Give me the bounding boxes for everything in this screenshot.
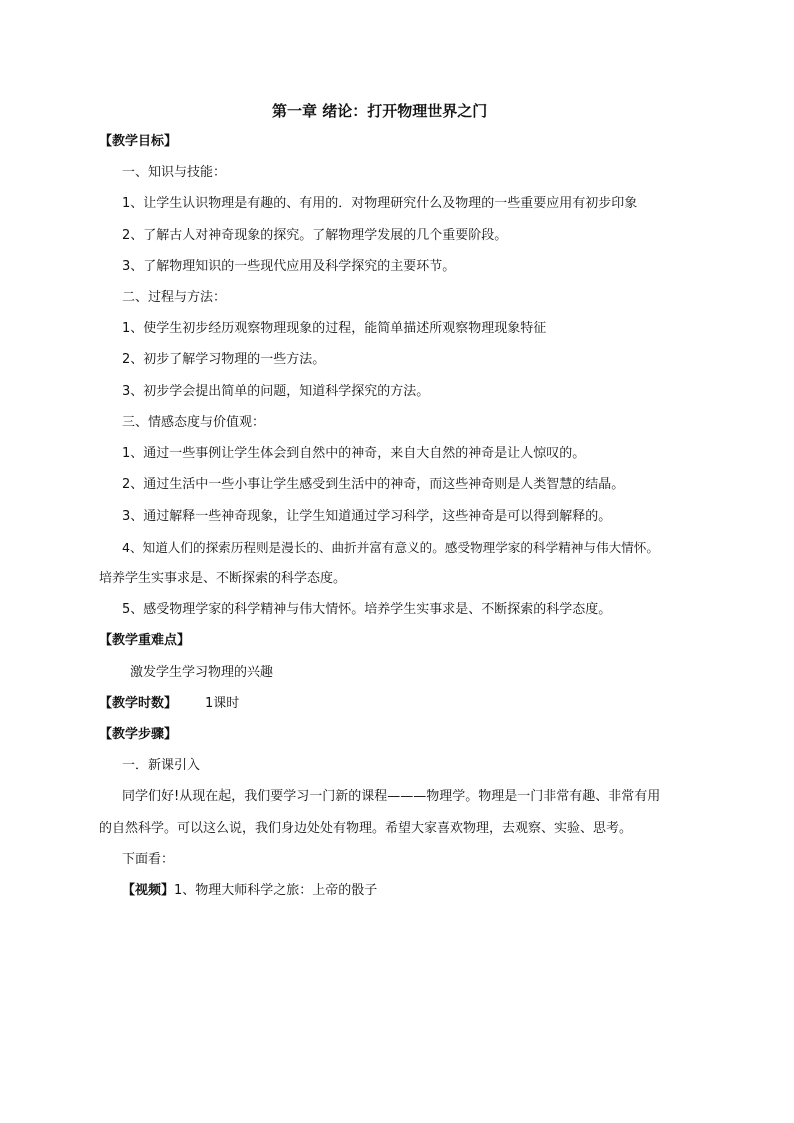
knowledge-item-1: 1、让学生认识物理是有趣的、有用的．对物理研究什么及物理的一些重要应用有初步印象 [122, 196, 638, 211]
attitude-item-3: 3、通过解释一些神奇现象，让学生知道通过学习科学，这些神奇是可以得到解释的。 [122, 509, 612, 524]
attitude-item-4-line-1: 4、知道人们的探索历程则是漫长的、曲折并富有意义的。感受物理学家的科学精神与伟大情怀。 [122, 540, 659, 555]
attitude-item-4-line-2: 培养学生实事求是、不断探索的科学态度。 [99, 571, 347, 586]
key-points-heading: 【教学重难点】 [99, 633, 191, 648]
attitude-item-1: 1、通过一些事例让学生体会到自然中的神奇，来自大自然的神奇是让人惊叹的。 [122, 446, 586, 461]
attitude-heading: 三、情感态度与价值观： [122, 415, 266, 430]
process-item-1: 1、使学生初步经历观察物理现象的过程，能简单描述所观察物理现象特征 [122, 321, 547, 336]
process-item-3: 3、初步学会提出简单的问题，知道科学探究的方法。 [122, 384, 430, 399]
look-below-text: 下面看： [122, 852, 175, 867]
page-title: 第一章 绪论：打开物理世界之门 [272, 102, 488, 120]
process-item-2: 2、初步了解学习物理的一些方法。 [122, 352, 326, 367]
objectives-heading: 【教学目标】 [99, 134, 178, 149]
intro-line-1: 同学们好!从现在起，我们要学习一门新的课程———物理学。物理是一门非常有趣、非常有用 [122, 789, 661, 804]
hours-heading: 【教学时数】 [99, 696, 178, 711]
video-tag: 【视频】 [122, 883, 175, 898]
key-points-text: 激发学生学习物理的兴趣 [130, 665, 274, 680]
hours-value: 1课时 [205, 696, 240, 711]
knowledge-item-3: 3、了解物理知识的一些现代应用及科学探究的主要环节。 [122, 259, 456, 274]
video-line [122, 883, 377, 899]
intro-line-2: 的自然科学。可以这么说，我们身边处处有物理。希望大家喜欢物理，去观察、实验、思考。 [99, 821, 633, 836]
attitude-item-2: 2、通过生活中一些小事让学生感受到生活中的神奇，而这些神奇则是人类智慧的结晶。 [122, 477, 625, 492]
knowledge-heading: 一、知识与技能： [122, 165, 227, 180]
knowledge-item-2: 2、了解古人对神奇现象的探究。了解物理学发展的几个重要阶段。 [122, 228, 508, 243]
steps-heading: 【教学步骤】 [99, 727, 178, 742]
process-heading: 二、过程与方法： [122, 290, 227, 305]
video-text: 1、物理大师科学之旅：上帝的骰子 [174, 883, 378, 898]
steps-subheading: 一．新课引入 [122, 758, 201, 773]
attitude-item-5: 5、感受物理学家的科学精神与伟大情怀。培养学生实事求是、不断探索的科学态度。 [122, 602, 612, 617]
